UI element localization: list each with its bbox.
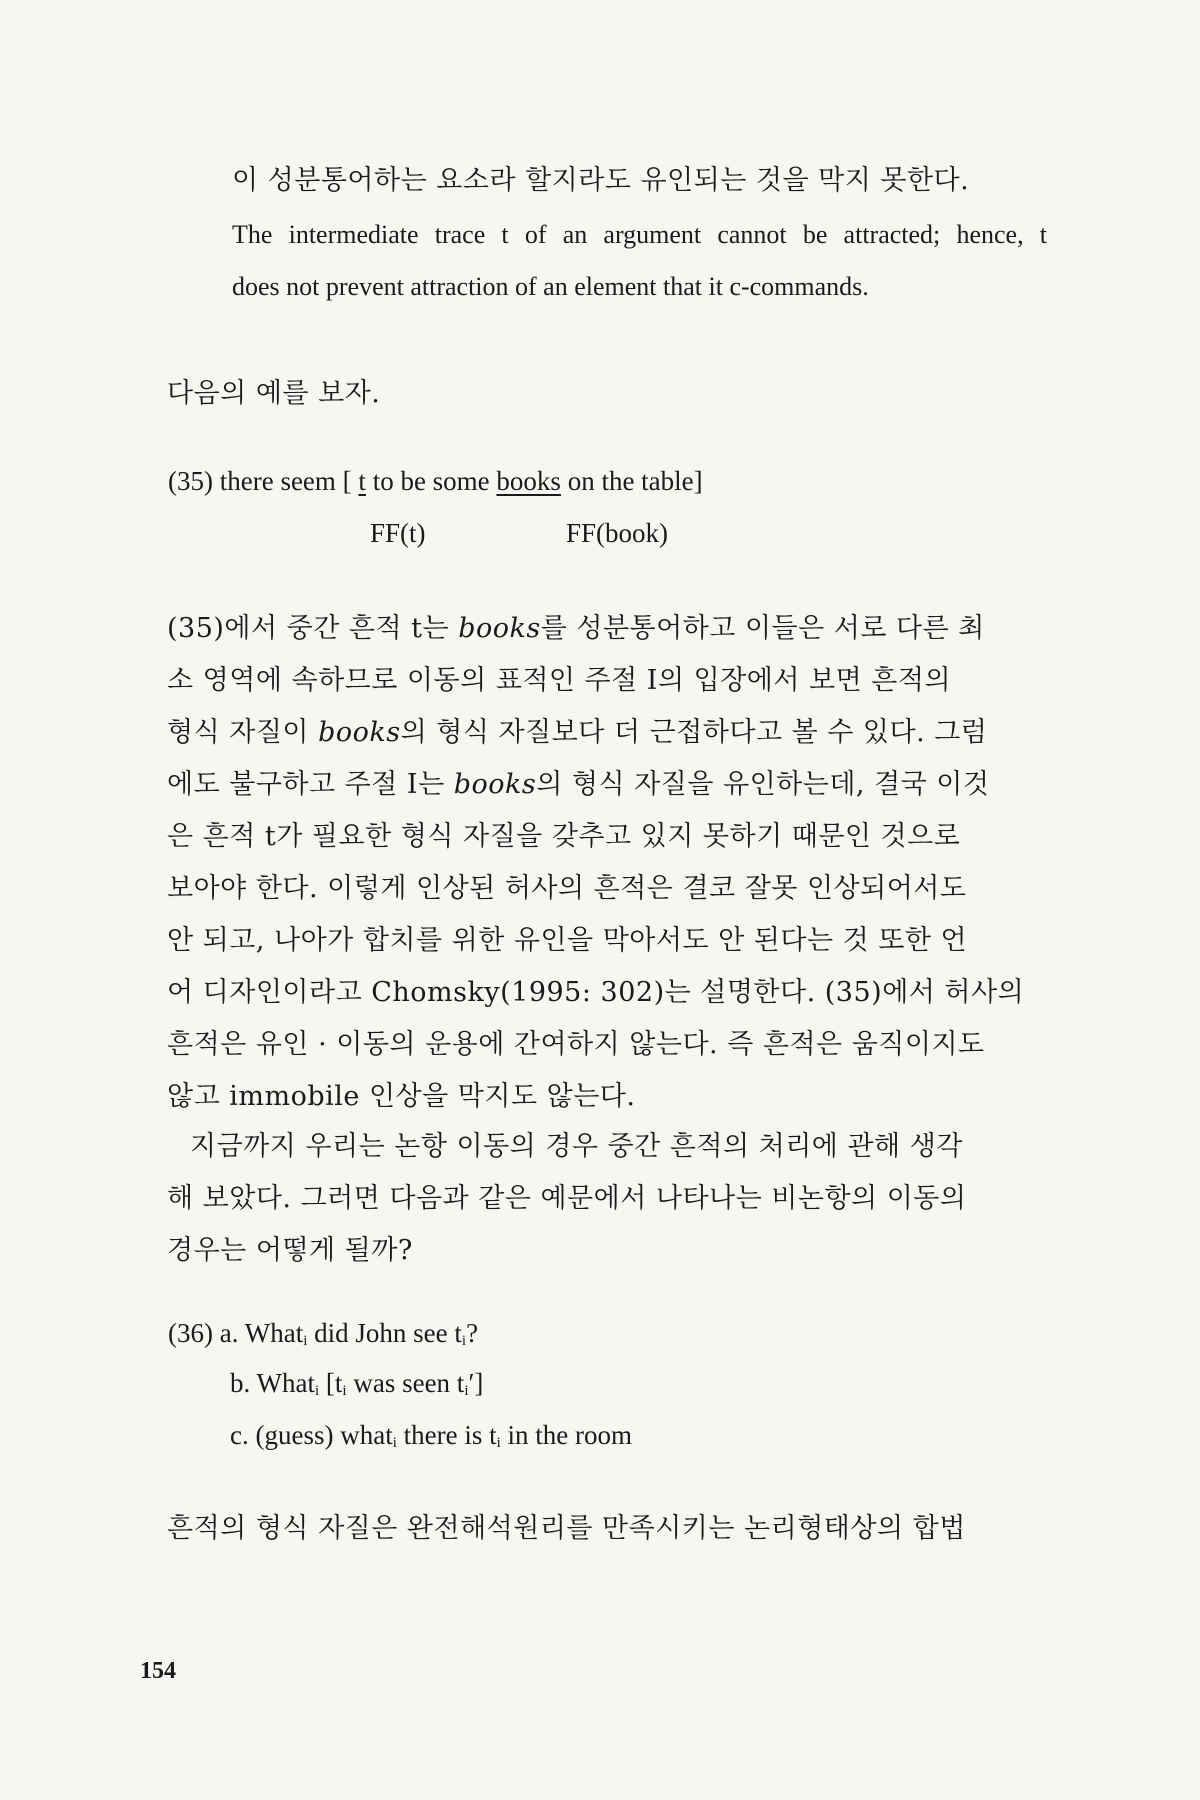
text-span: (guess) what xyxy=(255,1420,393,1450)
index-subscript: i xyxy=(315,1383,320,1399)
index-subscript: i xyxy=(392,1435,397,1451)
ff-t-label: FF(t) xyxy=(370,518,426,548)
example-36a xyxy=(168,1316,478,1358)
text-span: in the room xyxy=(500,1420,633,1450)
paragraph-line: 은 흔적 t가 필요한 형식 자질을 갖추고 있지 못하기 때문인 것으로 xyxy=(167,821,961,852)
text-span: What xyxy=(244,1318,304,1348)
index-subscript: i xyxy=(461,1333,467,1349)
index-subscript: i xyxy=(303,1333,308,1349)
text-span: ? xyxy=(466,1318,479,1348)
trace-t: t xyxy=(358,466,366,496)
text-span: there is t xyxy=(396,1420,497,1450)
item-label: a. xyxy=(219,1318,239,1348)
paragraph-line: 어 디자인이라고 Chomsky(1995: 302)는 설명한다. (35)에서 허사의 xyxy=(167,977,1025,1008)
item-label: c. xyxy=(230,1420,249,1450)
text-span: What xyxy=(256,1368,315,1398)
paragraph-line: 경우는 어떻게 될까? xyxy=(167,1235,413,1266)
paragraph-line xyxy=(167,768,989,802)
italic-books: books xyxy=(318,717,401,748)
text-span: 의 형식 자질보다 더 근접하다고 볼 수 있다. 그럼 xyxy=(400,717,988,748)
intro-sentence: 다음의 예를 보자. xyxy=(167,378,381,409)
example-text: there seem [ xyxy=(219,466,352,496)
italic-books: books xyxy=(453,769,537,800)
text-span: 를 성분통어하고 이들은 서로 다른 최 xyxy=(540,613,985,644)
paragraph-line: 안 되고, 나아가 합치를 위한 유인을 막아서도 안 된다는 것 또한 언 xyxy=(167,925,968,956)
word-books: books xyxy=(496,466,561,496)
quote-english-line-2: does not prevent attraction of an element that it c-commands. xyxy=(232,272,869,301)
index-subscript: i xyxy=(342,1383,347,1399)
text-span: 의 형식 자질을 유인하는데, 결국 이것 xyxy=(536,769,990,800)
paragraph-line xyxy=(167,612,985,646)
quote-korean: 이 성분통어하는 요소라 할지라도 유인되는 것을 막지 못한다. xyxy=(232,165,970,196)
ff-book-label: FF(book) xyxy=(566,518,669,548)
paragraph-line: 흔적은 유인 · 이동의 운용에 간여하지 않는다. 즉 흔적은 움직이지도 xyxy=(167,1029,985,1060)
paragraph-line: 지금까지 우리는 논항 이동의 경우 중간 흔적의 처리에 관해 생각 xyxy=(190,1131,963,1162)
text-span: 에도 불구하고 주절 I는 xyxy=(167,769,454,800)
italic-books: books xyxy=(458,613,541,644)
paragraph-line: 해 보았다. 그러면 다음과 같은 예문에서 나타나는 비논항의 이동의 xyxy=(167,1183,967,1214)
example-text: on the table] xyxy=(567,466,703,496)
page-number: 154 xyxy=(140,1658,176,1684)
example-number: (36) xyxy=(168,1318,213,1348)
item-label: b. xyxy=(230,1368,251,1398)
paragraph-line xyxy=(167,716,987,750)
example-36c xyxy=(230,1418,632,1460)
paragraph-line: 소 영역에 속하므로 이동의 표적인 주절 I의 입장에서 보면 흔적의 xyxy=(167,665,952,696)
text-span: 형식 자질이 xyxy=(167,717,319,748)
example-text: to be some xyxy=(372,466,490,496)
example-number: (35) xyxy=(168,466,213,496)
quote-english-line-1: The intermediate trace t of an argument cannot be attracted; hence, t xyxy=(232,220,1047,249)
paragraph-line: 보아야 한다. 이렇게 인상된 허사의 흔적은 결코 잘못 인상되어서도 xyxy=(167,873,967,904)
text-span: was seen t xyxy=(346,1368,465,1398)
text-span: ′] xyxy=(468,1368,484,1398)
example-35 xyxy=(168,464,703,498)
final-line: 흔적의 형식 자질은 완전해석원리를 만족시키는 논리형태상의 합법 xyxy=(167,1513,966,1544)
text-span: (35)에서 중간 흔적 t는 xyxy=(167,613,459,644)
example-36b xyxy=(230,1366,483,1408)
index-subscript: i xyxy=(496,1435,501,1451)
text-span: [t xyxy=(319,1368,343,1398)
text-span: did John see t xyxy=(307,1318,462,1348)
paragraph-line: 않고 immobile 인상을 막지도 않는다. xyxy=(167,1081,636,1112)
index-subscript: i xyxy=(464,1383,469,1399)
